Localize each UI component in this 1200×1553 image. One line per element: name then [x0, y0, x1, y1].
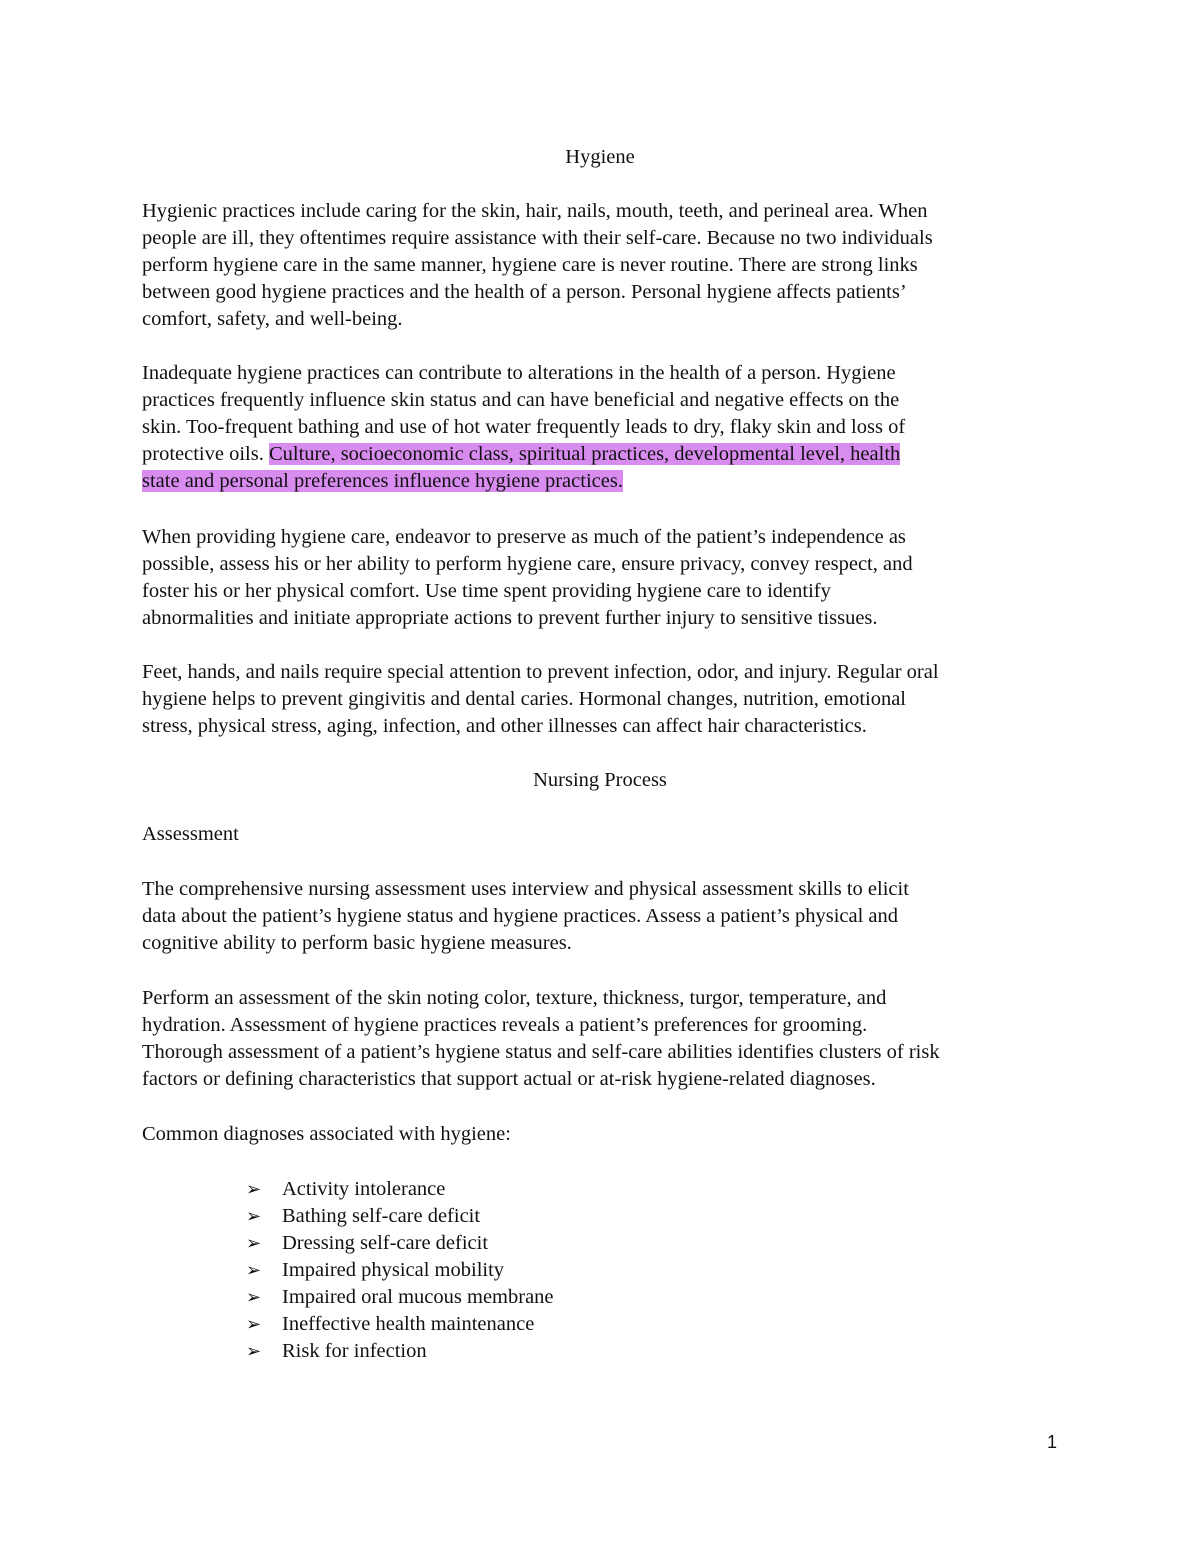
- subsection-heading: Assessment: [142, 823, 239, 845]
- list-item-label: Bathing self-care deficit: [282, 1205, 481, 1227]
- paragraph-skin-assessment: [142, 985, 1062, 1093]
- text-line: people are ill, they oftentimes require assistance with their self-care. Because no two individuals: [142, 227, 933, 249]
- diagnoses-intro: [142, 1121, 1062, 1148]
- list-item-label: Dressing self-care deficit: [282, 1232, 489, 1254]
- text-line: data about the patient’s hygiene status and hygiene practices. Assess a patient’s physical and: [142, 905, 899, 927]
- list-item: [246, 1257, 554, 1284]
- arrow-bullet-icon: ➢: [246, 1179, 262, 1200]
- text-line: Thorough assessment of a patient’s hygiene status and self-care abilities identifies clusters of risk: [142, 1041, 940, 1063]
- text-line: foster his or her physical comfort. Use time spent providing hygiene care to identify: [142, 580, 831, 602]
- arrow-bullet-icon: ➢: [246, 1260, 262, 1281]
- text-line: stress, physical stress, aging, infection, and other illnesses can affect hair characteristics.: [142, 715, 867, 737]
- text-line: Perform an assessment of the skin noting color, texture, thickness, turgor, temperature, and: [142, 987, 887, 1009]
- list-item: [246, 1203, 554, 1230]
- list-item-label: Impaired physical mobility: [282, 1259, 505, 1281]
- list-item-label: Impaired oral mucous membrane: [282, 1286, 554, 1308]
- text-line: When providing hygiene care, endeavor to preserve as much of the patient’s independence as: [142, 526, 906, 548]
- text-line: Hygienic practices include caring for the skin, hair, nails, mouth, teeth, and perineal area. When: [142, 200, 928, 222]
- arrow-bullet-icon: ➢: [246, 1233, 262, 1254]
- text-line: Common diagnoses associated with hygiene:: [142, 1123, 511, 1145]
- page-title: Hygiene: [565, 146, 635, 168]
- list-item: [246, 1311, 554, 1338]
- text-line: [142, 441, 1062, 468]
- highlighted-text: Culture, socioeconomic class, spiritual practices, developmental level, health: [268, 443, 901, 465]
- subsection-title: [142, 821, 1062, 848]
- list-item: [246, 1284, 554, 1311]
- text-line: comfort, safety, and well-being.: [142, 308, 403, 330]
- paragraph-comprehensive-assessment: [142, 876, 1062, 957]
- page-number: 1: [1046, 1432, 1057, 1452]
- text-line: [142, 468, 1062, 495]
- paragraph-intro: [142, 198, 1062, 333]
- text-line: possible, assess his or her ability to perform hygiene care, ensure privacy, convey respect, and: [142, 553, 913, 575]
- highlighted-text: state and personal preferences influence hygiene practices.: [142, 470, 623, 492]
- text-line: practices frequently influence skin status and can have beneficial and negative effects on the: [142, 389, 900, 411]
- text-line: The comprehensive nursing assessment uses interview and physical assessment skills to elicit: [142, 878, 909, 900]
- list-item-label: Ineffective health maintenance: [282, 1313, 535, 1335]
- text-line: factors or defining characteristics that support actual or at-risk hygiene-related diagnoses.: [142, 1068, 876, 1090]
- list-item-label: Activity intolerance: [282, 1178, 446, 1200]
- arrow-bullet-icon: ➢: [246, 1314, 262, 1335]
- section-title: Nursing Process: [533, 769, 667, 791]
- text-line: abnormalities and initiate appropriate actions to prevent further injury to sensitive tissues.: [142, 607, 878, 629]
- text-line: Feet, hands, and nails require special attention to prevent infection, odor, and injury. Regular oral: [142, 661, 939, 683]
- text-line: perform hygiene care in the same manner, hygiene care is never routine. There are strong links: [142, 254, 918, 276]
- list-item: [246, 1338, 554, 1365]
- text-line: hygiene helps to prevent gingivitis and dental caries. Hormonal changes, nutrition, emotional: [142, 688, 907, 710]
- list-item-label: Risk for infection: [282, 1340, 427, 1362]
- paragraph-inadequate-hygiene: [142, 360, 1062, 495]
- text-line: hydration. Assessment of hygiene practices reveals a patient’s preferences for grooming.: [142, 1014, 868, 1036]
- arrow-bullet-icon: ➢: [246, 1341, 262, 1362]
- text-line: Inadequate hygiene practices can contribute to alterations in the health of a person. Hygiene: [142, 362, 896, 384]
- text-line: between good hygiene practices and the health of a person. Personal hygiene affects patients’: [142, 281, 907, 303]
- text-segment: protective oils.: [142, 443, 269, 465]
- list-item: [246, 1230, 554, 1257]
- arrow-bullet-icon: ➢: [246, 1206, 262, 1227]
- text-line: cognitive ability to perform basic hygiene measures.: [142, 932, 572, 954]
- list-item: [246, 1176, 554, 1203]
- paragraph-feet-hands-nails: [142, 659, 1062, 740]
- diagnoses-list: [246, 1176, 554, 1365]
- arrow-bullet-icon: ➢: [246, 1287, 262, 1308]
- paragraph-providing-care: [142, 524, 1062, 632]
- text-line: skin. Too-frequent bathing and use of hot water frequently leads to dry, flaky skin and loss of: [142, 416, 906, 438]
